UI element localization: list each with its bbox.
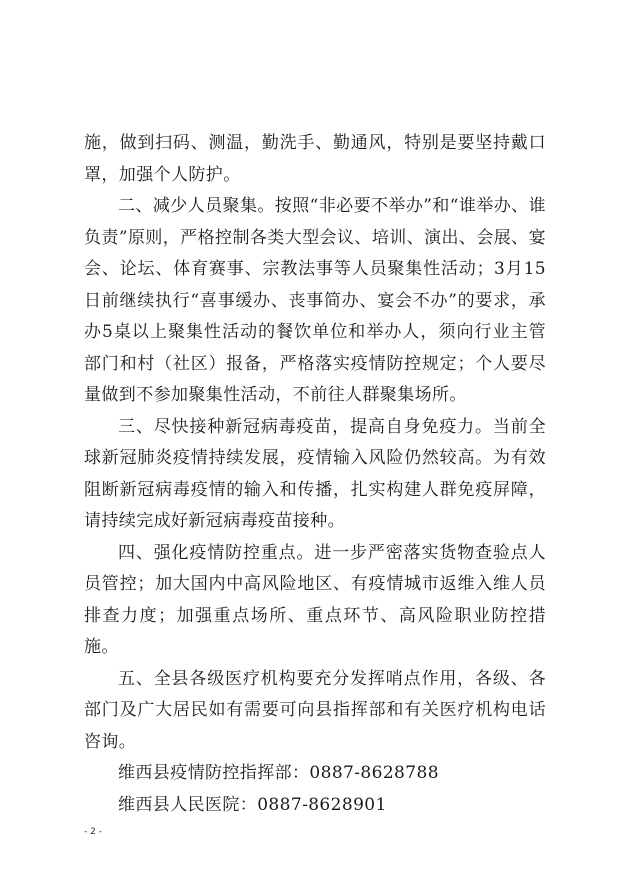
paragraph-section-4: 四、强化疫情防控重点。进一步严密落实货物查验点人员管控；加大国内中高风险地区、有疫情城市返维入维人员排查力度；加强重点场所、重点环节、高风险职业防控措施。: [84, 542, 546, 657]
document-body: [84, 128, 546, 821]
paragraph-section-3: 三、尽快接种新冠病毒疫苗，提高自身免疫力。当前全球新冠肺炎疫情持续发展，疫情输入风险仍然较高。为有效阻断新冠病毒疫情的输入和传播，扎实构建人群免疫屏障，请持续完成好新冠病毒疫苗接种。: [84, 416, 546, 531]
contact-hospital: 维西县人民医院：0887-8628901: [118, 794, 387, 815]
paragraph-continuation: 施，做到扫码、测温，勤洗手、勤通风，特别是要坚持戴口罩，加强个人防护。: [84, 133, 546, 185]
contact-command-center: 维西县疫情防控指挥部：0887-8628788: [118, 763, 439, 783]
paragraph-section-5: 五、全县各级医疗机构要充分发挥哨点作用，各级、各部门及广大居民如有需要可向县指挥部和有关医疗机构电话咨询。: [84, 668, 546, 752]
page-number: - 2 -: [84, 827, 102, 837]
paragraph-section-2: 二、减少人员聚集。按照“非必要不举办”和“谁举办、谁负责”原则，严格控制各类大型会议、培训、演出、会展、宴会、论坛、体育赛事、宗教法事等人员聚集性活动；3月15日前继续执行“喜事缓办、丧事简办、宴会不办”的要求，承办5桌以上聚集性活动的餐饮单位和举办人，须向行业主管部门和村（社区）报备，严格落实疫情防控规定；个人要尽量做到不参加聚集性活动，不前往人群聚集场所。: [84, 196, 546, 405]
